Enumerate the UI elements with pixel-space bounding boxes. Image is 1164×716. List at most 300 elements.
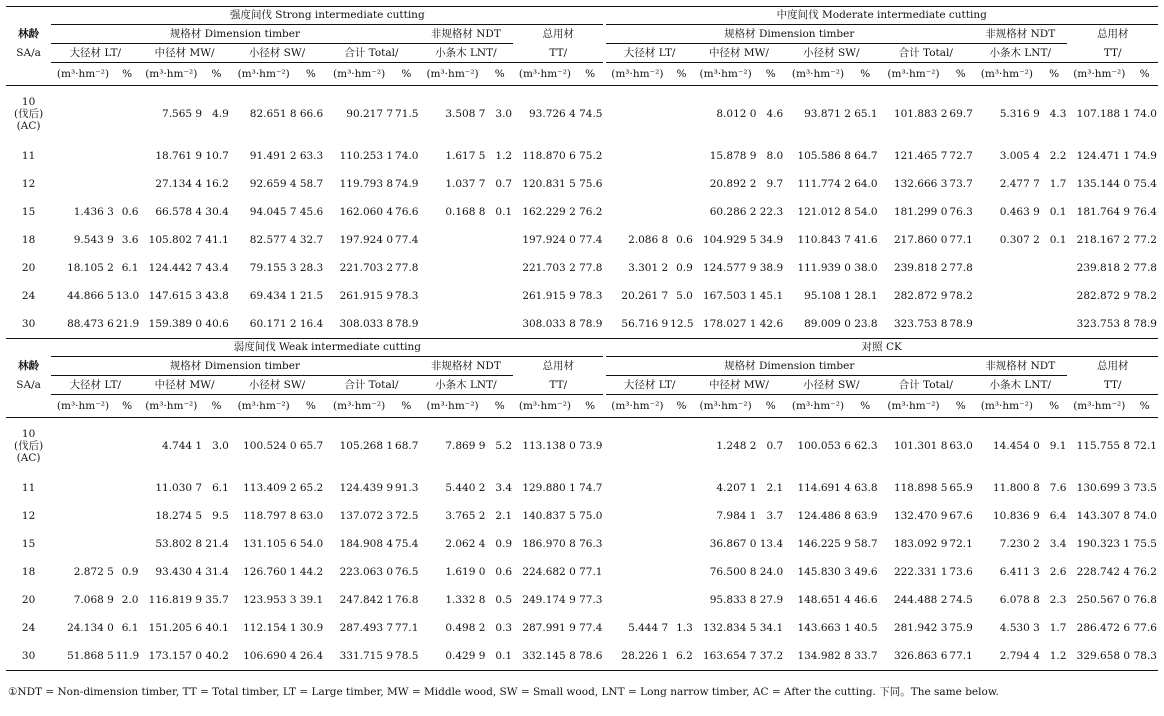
volume-value: 147.615 3 [148, 289, 203, 302]
stand-age-label [6, 25, 51, 44]
percent-label: % [486, 63, 513, 86]
volume-value: 329.658 0 [1067, 642, 1131, 671]
volume-value: 94.045 7 [249, 205, 297, 218]
unit-label: (m³·hm⁻²) [139, 63, 203, 86]
volume-value: 101.883 2 [893, 107, 948, 120]
volume-value: 56.716 9 [606, 310, 670, 339]
volume-value: 1.037 7 [445, 177, 486, 190]
percent-label: % [757, 395, 784, 418]
lnt-header: 小条木 LNT/ [973, 44, 1067, 63]
percent-value: 68.7 [395, 439, 419, 452]
stand-age-line: (AC) [16, 452, 41, 465]
percent-value: 76.2 [579, 205, 603, 218]
volume-value: 88.473 6 [51, 310, 115, 339]
percent-value: 3.6 [121, 233, 139, 246]
volume-value: 2.872 5 [73, 565, 114, 578]
volume-value: 124.486 8 [797, 509, 851, 522]
volume-value: 113.409 2 [243, 481, 297, 494]
volume-value [419, 254, 487, 282]
volume-value: 20.261 7 [621, 289, 669, 302]
percent-value: 1.2 [495, 149, 513, 162]
unit-label: (m³·hm⁻²) [1067, 395, 1131, 418]
percent-value: 76.3 [579, 537, 603, 550]
volume-value: 111.939 0 [797, 261, 851, 274]
volume-value: 331.715 9 [324, 642, 394, 671]
volume-value: 323.753 8 [879, 310, 949, 339]
percent-value: 45.6 [299, 205, 324, 218]
volume-value: 173.157 0 [139, 642, 203, 671]
percent-value: 0.9 [495, 537, 513, 550]
volume-value [606, 586, 670, 614]
stand-age-value [6, 86, 51, 143]
percent-value: 76.2 [1133, 565, 1157, 578]
volume-value: 4.207 1 [716, 481, 757, 494]
volume-value: 130.699 3 [1076, 481, 1131, 494]
stand-age-value [6, 418, 51, 475]
percent-value: 77.8 [395, 261, 419, 274]
percent-label: % [115, 63, 140, 86]
volume-value: 178.027 1 [694, 310, 758, 339]
volume-value: 18.105 2 [67, 261, 114, 274]
volume-value: 221.703 2 [522, 261, 576, 274]
percent-value: 0.3 [495, 621, 513, 634]
volume-value: 129.880 1 [522, 481, 576, 494]
percent-value [669, 170, 694, 198]
volume-value: 7.068 9 [73, 593, 114, 606]
percent-value: 63.9 [854, 509, 878, 522]
volume-value: 18.274 5 [155, 509, 203, 522]
unit-label: (m³·hm⁻²) [419, 63, 487, 86]
stand-age-value [6, 226, 51, 254]
volume-value: 2.477 7 [999, 177, 1040, 190]
percent-value: 38.9 [759, 261, 784, 274]
volume-value: 244.488 2 [893, 593, 948, 606]
percent-value: 8.0 [766, 149, 784, 162]
percent-value: 77.1 [949, 233, 973, 246]
percent-label: % [757, 63, 784, 86]
percent-value: 77.1 [395, 621, 419, 634]
unit-label: (m³·hm⁻²) [784, 395, 852, 418]
stand-age-value [6, 614, 51, 642]
percent-value: 34.1 [759, 621, 784, 634]
percent-value: 42.6 [757, 310, 784, 339]
volume-value [419, 282, 487, 310]
ndt-header: 非规格材 NDT [973, 25, 1067, 44]
section-title: 强度间伐 Strong intermediate cutting [51, 7, 603, 25]
lnt-header: 小条木 LNT/ [419, 376, 513, 395]
volume-value: 287.991 9 [522, 621, 576, 634]
volume-value: 332.145 8 [513, 642, 577, 671]
stand-age-unit-blank [6, 63, 51, 86]
unit-label: (m³·hm⁻²) [879, 395, 949, 418]
percent-value: 76.8 [395, 593, 419, 606]
percent-value: 78.3 [1131, 642, 1158, 671]
volume-value: 218.167 2 [1076, 233, 1131, 246]
percent-label: % [948, 395, 973, 418]
volume-value: 51.868 5 [51, 642, 115, 671]
volume-value: 124.577 9 [703, 261, 757, 274]
dimension-timber-header: 规格材 Dimension timber [51, 25, 419, 44]
volume-value: 0.498 2 [445, 621, 486, 634]
percent-value: 76.4 [1133, 205, 1157, 218]
stand-age-header-blank [6, 339, 51, 357]
dimension-timber-header: 规格材 Dimension timber [606, 357, 974, 376]
stand-age-value [6, 310, 51, 339]
stand-age-line: 18 [21, 565, 36, 578]
stand-age-unit: SA/a [16, 378, 41, 391]
percent-value: 63.3 [299, 149, 324, 162]
percent-value: 74.9 [395, 177, 419, 190]
percent-value: 0.7 [766, 439, 784, 452]
volume-value: 126.760 1 [243, 565, 297, 578]
total-timber-unit-header: TT/ [1067, 376, 1158, 395]
volume-value [606, 558, 670, 586]
percent-value [115, 474, 140, 502]
percent-value: 75.0 [579, 509, 603, 522]
volume-value: 287.493 7 [339, 621, 394, 634]
total-timber-unit-header: TT/ [513, 376, 603, 395]
volume-value: 93.726 4 [529, 107, 576, 120]
mw-header: 中径材 MW/ [694, 44, 784, 63]
unit-label: (m³·hm⁻²) [694, 395, 758, 418]
percent-value: 77.6 [1133, 621, 1157, 634]
volume-value: 76.500 8 [709, 565, 757, 578]
percent-value: 7.6 [1049, 481, 1067, 494]
percent-value: 64.0 [854, 177, 878, 190]
volume-value: 11.030 7 [155, 481, 203, 494]
percent-value [115, 142, 140, 170]
percent-value: 75.4 [1133, 177, 1157, 190]
percent-value: 28.3 [299, 261, 324, 274]
volume-value: 3.765 2 [445, 509, 486, 522]
unit-label: (m³·hm⁻²) [973, 63, 1041, 86]
stand-age-line: 15 [21, 205, 36, 218]
volume-value: 181.299 0 [893, 205, 948, 218]
percent-value: 65.2 [299, 481, 324, 494]
percent-label: % [486, 395, 513, 418]
percent-value: 76.3 [949, 205, 973, 218]
percent-value: 77.4 [579, 233, 603, 246]
volume-value: 135.144 0 [1076, 177, 1131, 190]
volume-value: 134.982 8 [784, 642, 852, 671]
percent-value: 0.7 [495, 177, 513, 190]
stand-age-line: 10 [21, 95, 36, 108]
volume-value: 261.915 9 [339, 289, 394, 302]
percent-value: 9.5 [212, 509, 229, 522]
stand-age-line: (AC) [16, 120, 41, 133]
percent-value: 77.4 [395, 233, 419, 246]
volume-value [51, 418, 115, 475]
volume-value: 308.033 8 [324, 310, 394, 339]
percent-value: 69.7 [949, 107, 973, 120]
volume-value: 121.465 7 [893, 149, 948, 162]
volume-value: 121.012 8 [797, 205, 851, 218]
percent-value: 0.6 [495, 565, 513, 578]
percent-value: 1.3 [676, 621, 693, 634]
stand-age-value [6, 474, 51, 502]
stand-age-line: 24 [21, 289, 36, 302]
percent-value: 3.0 [212, 439, 229, 452]
percent-value: 77.2 [1133, 233, 1157, 246]
volume-value: 146.225 9 [797, 537, 851, 550]
percent-value: 75.6 [579, 177, 603, 190]
volume-value: 110.843 7 [797, 233, 851, 246]
lt-header: 大径材 LT/ [51, 376, 139, 395]
percent-value: 72.1 [1133, 439, 1157, 452]
stand-age-label [6, 357, 51, 376]
volume-value: 217.860 0 [893, 233, 948, 246]
volume-value: 114.691 4 [797, 481, 851, 494]
percent-value: 0.6 [121, 205, 139, 218]
volume-value: 197.924 0 [339, 233, 394, 246]
percent-label: % [669, 395, 694, 418]
percent-value [1041, 310, 1068, 339]
stand-age-label-cn: 林龄 [18, 27, 40, 40]
volume-value: 95.108 1 [804, 289, 851, 302]
stand-age-value [6, 254, 51, 282]
percent-value: 74.9 [1133, 149, 1157, 162]
volume-value: 24.134 0 [67, 621, 114, 634]
volume-value: 143.663 1 [797, 621, 851, 634]
unit-label: (m³·hm⁻²) [694, 63, 758, 86]
volume-value: 7.984 1 [716, 509, 757, 522]
percent-value: 6.1 [212, 481, 229, 494]
percent-value [486, 282, 513, 310]
percent-value: 2.1 [766, 481, 784, 494]
percent-value: 1.7 [1049, 621, 1067, 634]
stand-age-line: 30 [21, 649, 36, 662]
sw-header: 小径材 SW/ [230, 44, 324, 63]
volume-value: 1.617 5 [445, 149, 486, 162]
percent-value: 41.6 [854, 233, 878, 246]
lnt-header: 小条木 LNT/ [973, 376, 1067, 395]
unit-label: (m³·hm⁻²) [324, 395, 394, 418]
total-header: 合计 Total/ [879, 44, 973, 63]
total-timber-header: 总用材 [1096, 28, 1129, 41]
percent-value: 54.0 [299, 537, 324, 550]
total-timber-header: 总用材 [1096, 360, 1129, 373]
volume-value: 5.444 7 [628, 621, 669, 634]
volume-value: 79.155 3 [249, 261, 297, 274]
volume-value: 247.842 1 [339, 593, 394, 606]
percent-value: 74.0 [1133, 509, 1157, 522]
volume-value: 53.802 8 [155, 537, 203, 550]
volume-value: 11.800 8 [993, 481, 1040, 494]
percent-value: 31.4 [205, 565, 229, 578]
percent-value: 78.9 [577, 310, 604, 339]
percent-value: 77.1 [948, 642, 973, 671]
percent-value: 78.9 [394, 310, 419, 339]
volume-value: 145.830 3 [797, 565, 851, 578]
percent-label: % [669, 63, 694, 86]
percent-value [1041, 254, 1068, 282]
volume-value: 2.794 4 [973, 642, 1041, 671]
percent-value: 0.1 [486, 642, 513, 671]
volume-value: 100.053 6 [797, 439, 851, 452]
volume-value: 1.436 3 [73, 205, 114, 218]
percent-value: 5.0 [676, 289, 693, 302]
volume-value: 60.286 2 [709, 205, 757, 218]
volume-value [51, 170, 115, 198]
volume-value: 27.134 4 [155, 177, 203, 190]
percent-value: 4.9 [212, 107, 229, 120]
percent-value: 1.2 [1041, 642, 1068, 671]
lt-header: 大径材 LT/ [606, 376, 694, 395]
percent-value: 3.7 [766, 509, 784, 522]
volume-value: 131.105 6 [243, 537, 297, 550]
stand-age-label-cn: 林龄 [18, 359, 40, 372]
percent-value: 58.7 [854, 537, 878, 550]
stand-age-line: 24 [21, 621, 36, 634]
percent-value: 78.9 [1131, 310, 1158, 339]
volume-value: 223.063 0 [339, 565, 394, 578]
volume-value: 163.654 7 [694, 642, 758, 671]
volume-value: 8.012 0 [716, 107, 757, 120]
volume-value: 101.301 8 [893, 439, 948, 452]
volume-value [51, 142, 115, 170]
percent-value: 73.9 [579, 439, 603, 452]
volume-value: 143.307 8 [1076, 509, 1131, 522]
unit-label: (m³·hm⁻²) [606, 395, 670, 418]
volume-value: 162.060 4 [339, 205, 394, 218]
percent-value: 3.4 [495, 481, 513, 494]
unit-label: (m³·hm⁻²) [513, 63, 577, 86]
percent-label: % [948, 63, 973, 86]
volume-value: 137.072 3 [339, 509, 394, 522]
volume-value [606, 170, 670, 198]
volume-value: 93.430 4 [155, 565, 203, 578]
volume-value [973, 254, 1041, 282]
percent-value: 74.5 [579, 107, 603, 120]
percent-value: 65.7 [299, 439, 324, 452]
ndt-header: 非规格材 NDT [419, 25, 513, 44]
volume-value: 2.086 8 [628, 233, 669, 246]
volume-value: 115.755 8 [1076, 439, 1131, 452]
percent-value: 3.0 [495, 107, 513, 120]
volume-value: 261.915 9 [522, 289, 576, 302]
stand-age-line: 15 [21, 537, 36, 550]
stand-age-line: 20 [21, 261, 36, 274]
percent-value [669, 198, 694, 226]
percent-value: 6.4 [1049, 509, 1067, 522]
percent-value [669, 586, 694, 614]
volume-value: 113.138 0 [522, 439, 576, 452]
volume-value: 14.454 0 [993, 439, 1040, 452]
percent-value: 33.7 [852, 642, 879, 671]
sw-header: 小径材 SW/ [784, 376, 878, 395]
percent-value: 78.9 [948, 310, 973, 339]
percent-value: 67.6 [949, 509, 973, 522]
percent-value: 4.6 [766, 107, 784, 120]
sw-header: 小径材 SW/ [784, 44, 878, 63]
percent-value: 3.4 [1049, 537, 1067, 550]
volume-value: 95.833 8 [709, 593, 757, 606]
volume-value [606, 86, 670, 143]
percent-value: 75.4 [395, 537, 419, 550]
volume-value: 10.836 9 [993, 509, 1040, 522]
volume-value [51, 502, 115, 530]
percent-label: % [852, 395, 879, 418]
stand-age-value [6, 170, 51, 198]
percent-value: 74.7 [579, 481, 603, 494]
volume-value: 104.929 5 [703, 233, 757, 246]
percent-value: 10.7 [205, 149, 229, 162]
percent-value: 74.5 [949, 593, 973, 606]
volume-value [973, 310, 1041, 339]
volume-value: 92.659 4 [249, 177, 297, 190]
volume-value: 3.005 4 [999, 149, 1040, 162]
stand-age-line: 30 [21, 317, 36, 330]
percent-value: 13.4 [759, 537, 784, 550]
percent-value [1041, 282, 1068, 310]
volume-value: 249.174 9 [522, 593, 576, 606]
percent-value [115, 170, 140, 198]
volume-value: 6.411 3 [999, 565, 1040, 578]
volume-value: 82.651 8 [249, 107, 297, 120]
volume-value: 106.690 4 [230, 642, 298, 671]
volume-value [51, 530, 115, 558]
timber-volume-table [6, 6, 1158, 671]
volume-value: 281.942 3 [893, 621, 948, 634]
volume-value: 118.898 5 [893, 481, 948, 494]
volume-value: 228.742 4 [1076, 565, 1131, 578]
volume-value: 100.524 0 [243, 439, 297, 452]
volume-value: 7.230 2 [999, 537, 1040, 550]
volume-value: 124.439 9 [339, 481, 394, 494]
volume-value [51, 474, 115, 502]
volume-value: 282.872 9 [893, 289, 948, 302]
volume-value: 326.863 6 [879, 642, 949, 671]
total-timber-header: 总用材 [542, 360, 575, 373]
percent-value: 78.2 [1133, 289, 1157, 302]
lnt-header: 小条木 LNT/ [419, 44, 513, 63]
ndt-header: 非规格材 NDT [973, 357, 1067, 376]
section-title: 弱度间伐 Weak intermediate cutting [51, 339, 603, 357]
percent-value: 78.5 [394, 642, 419, 671]
volume-value: 119.793 8 [339, 177, 394, 190]
stand-age-value [6, 530, 51, 558]
volume-value: 20.892 2 [709, 177, 757, 190]
percent-value: 45.1 [759, 289, 784, 302]
percent-value: 6.1 [121, 621, 139, 634]
volume-value: 323.753 8 [1067, 310, 1131, 339]
percent-value: 28.1 [854, 289, 878, 302]
percent-value: 2.0 [121, 593, 139, 606]
volume-value: 159.389 0 [139, 310, 203, 339]
dimension-timber-header: 规格材 Dimension timber [51, 357, 419, 376]
total-header: 合计 Total/ [324, 44, 418, 63]
percent-label: % [203, 63, 230, 86]
percent-value: 78.3 [395, 289, 419, 302]
stand-age-unit: SA/a [16, 46, 41, 59]
volume-value [51, 86, 115, 143]
percent-value [669, 530, 694, 558]
percent-value: 76.6 [395, 205, 419, 218]
percent-value: 40.5 [854, 621, 878, 634]
volume-value [606, 530, 670, 558]
volume-value: 124.442 7 [148, 261, 203, 274]
percent-value: 23.8 [852, 310, 879, 339]
volume-value: 3.301 2 [628, 261, 669, 274]
data-table-sheet [6, 6, 1158, 671]
volume-value: 107.188 1 [1076, 107, 1131, 120]
volume-value: 105.802 7 [148, 233, 203, 246]
volume-value: 36.867 0 [709, 537, 757, 550]
percent-label: % [1041, 395, 1068, 418]
percent-label: % [852, 63, 879, 86]
percent-value: 13.0 [115, 289, 140, 302]
ndt-header: 非规格材 NDT [419, 357, 513, 376]
